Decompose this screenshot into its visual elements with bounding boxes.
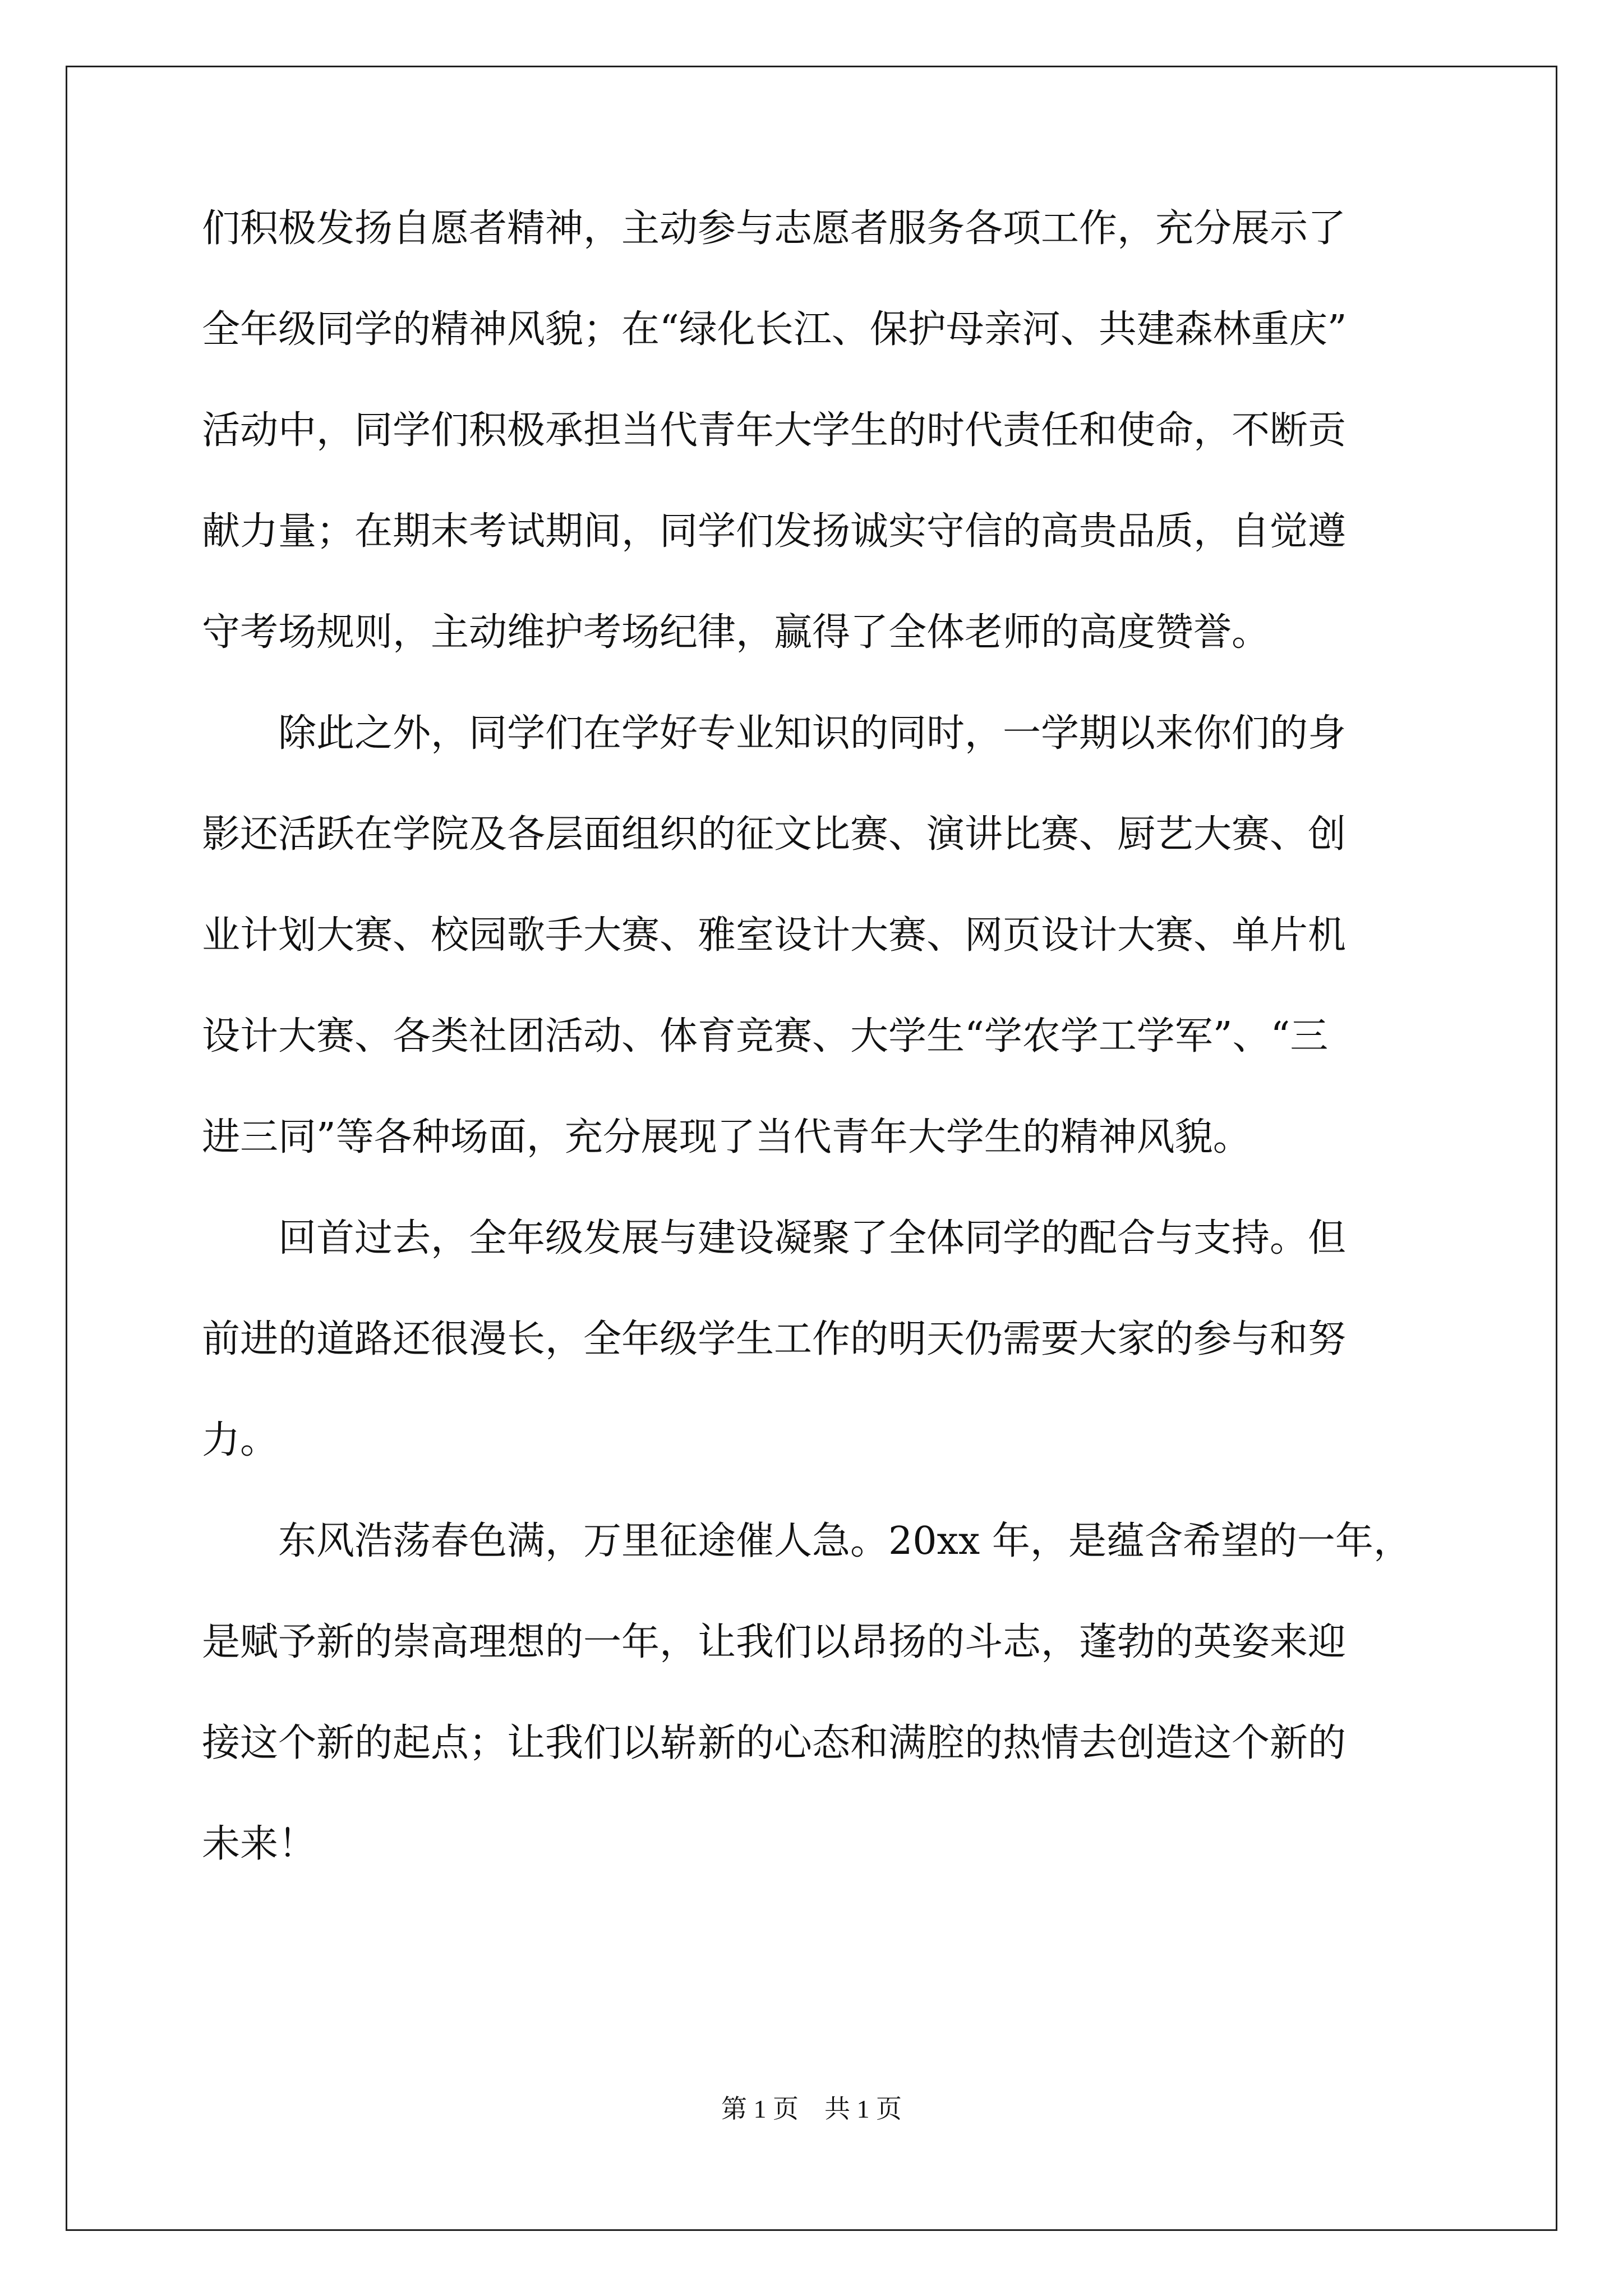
text-line: 守考场规则，主动维护考场纪律，赢得了全体老师的高度赞誉。 (202, 610, 1270, 655)
text-line: 全年级同学的精神风貌；在“绿化长江、保护母亲河、共建森林重庆” (202, 307, 1347, 352)
text-line: 活动中，同学们积极承担当代青年大学生的时代责任和使命，不断贡 (202, 408, 1347, 453)
text-line: 未来！ (202, 1822, 317, 1866)
text-line: 回首过去，全年级发展与建设凝聚了全体同学的配合与支持。但 (202, 1216, 1347, 1260)
text-line: 是赋予新的崇高理想的一年，让我们以昂扬的斗志，蓬勃的英姿来迎 (202, 1620, 1347, 1664)
text-line: 设计大赛、各类社团活动、体育竞赛、大学生“学农学工学军”、“三 (202, 1014, 1329, 1059)
text-line: 除此之外，同学们在学好专业知识的同时，一学期以来你们的身 (202, 711, 1347, 756)
text-line: 东风浩荡春色满，万里征途催人急。20xx 年，是蕴含希望的一年， (202, 1519, 1412, 1563)
text-line: 们积极发扬自愿者精神，主动参与志愿者服务各项工作，充分展示了 (202, 206, 1347, 251)
text-line: 献力量；在期末考试期间，同学们发扬诚实守信的高贵品质，自觉遵 (202, 509, 1347, 554)
text-line: 力。 (202, 1418, 279, 1462)
text-line: 影还活跃在学院及各层面组织的征文比赛、演讲比赛、厨艺大赛、创 (202, 812, 1347, 857)
text-line: 接这个新的起点；让我们以崭新的心态和满腔的热情去创造这个新的 (202, 1721, 1347, 1765)
text-line: 业计划大赛、校园歌手大赛、雅室设计大赛、网页设计大赛、单片机 (202, 913, 1347, 958)
page-number-footer: 第 1 页 共 1 页 (721, 2095, 902, 2123)
text-line: 进三同”等各种场面，充分展现了当代青年大学生的精神风貌。 (202, 1115, 1251, 1159)
text-line: 前进的道路还很漫长，全年级学生工作的明天仍需要大家的参与和努 (202, 1317, 1347, 1361)
